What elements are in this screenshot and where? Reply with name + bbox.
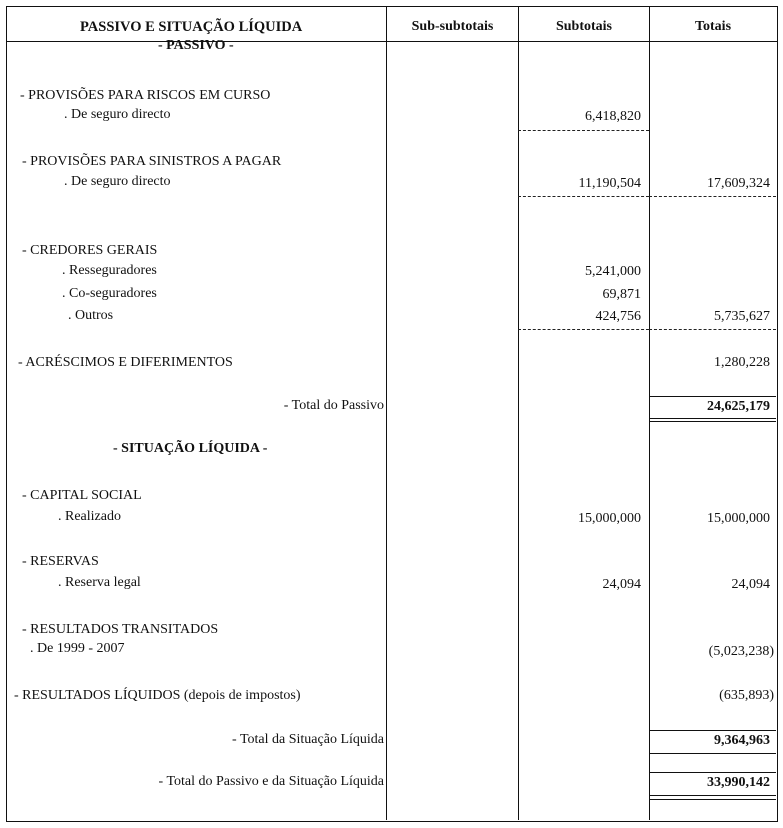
column-divider bbox=[518, 6, 519, 820]
dashed-separator bbox=[518, 196, 649, 197]
total-rule bbox=[649, 753, 776, 754]
total-situacao-label: - Total da Situação Líquida bbox=[232, 732, 384, 747]
total-geral-value: 33,990,142 bbox=[707, 775, 770, 790]
row-label-acrescimos: - ACRÉSCIMOS E DIFERIMENTOS bbox=[18, 355, 233, 370]
total-geral-label: - Total do Passivo e da Situação Líquida bbox=[158, 774, 384, 789]
total-situacao-value: 9,364,963 bbox=[714, 733, 770, 748]
dashed-separator bbox=[649, 329, 776, 330]
total-double-rule bbox=[649, 799, 776, 800]
total-value: (5,023,238) bbox=[708, 644, 774, 659]
dashed-separator bbox=[518, 130, 649, 131]
total-passivo-label: - Total do Passivo bbox=[283, 398, 384, 413]
total-value: 17,609,324 bbox=[707, 176, 770, 191]
row-item-label: . De seguro directo bbox=[64, 174, 171, 189]
total-value: 5,735,627 bbox=[714, 309, 770, 324]
subtotal-value: 11,190,504 bbox=[578, 176, 641, 191]
section-title-passivo: - PASSIVO - bbox=[158, 38, 234, 53]
header-col-sub-subtotals: Sub-subtotais bbox=[411, 19, 494, 34]
dashed-separator bbox=[518, 329, 649, 330]
row-item-label: . Reserva legal bbox=[58, 575, 141, 590]
row-item-label: . Co-seguradores bbox=[62, 286, 157, 301]
row-item-label: . Resseguradores bbox=[62, 263, 157, 278]
row-item-label: . Outros bbox=[68, 308, 114, 323]
row-item-label: . Realizado bbox=[58, 509, 121, 524]
total-double-rule bbox=[649, 418, 776, 419]
total-passivo-value: 24,625,179 bbox=[707, 399, 770, 414]
subtotal-value: 424,756 bbox=[595, 309, 641, 324]
total-value: 15,000,000 bbox=[707, 511, 770, 526]
row-item-label: . De seguro directo bbox=[64, 107, 171, 122]
row-label-reservas: - RESERVAS bbox=[22, 554, 99, 569]
subtotal-value: 24,094 bbox=[602, 577, 641, 592]
row-label-resultados-transitados: - RESULTADOS TRANSITADOS bbox=[22, 622, 219, 637]
total-double-rule bbox=[649, 421, 776, 422]
header-col-description: PASSIVO E SITUAÇÃO LÍQUIDA bbox=[80, 19, 303, 35]
row-label-provisoes-riscos: - PROVISÕES PARA RISCOS EM CURSO bbox=[20, 88, 271, 103]
subtotal-value: 6,418,820 bbox=[585, 109, 641, 124]
row-label-credores-gerais: - CREDORES GERAIS bbox=[22, 243, 158, 258]
total-rule bbox=[649, 396, 776, 397]
section-title-situacao-liquida: - SITUAÇÃO LÍQUIDA - bbox=[113, 441, 268, 456]
column-divider bbox=[386, 6, 387, 820]
total-value: 24,094 bbox=[731, 577, 770, 592]
subtotal-value: 69,871 bbox=[602, 287, 641, 302]
row-label-resultados-liquidos: - RESULTADOS LÍQUIDOS (depois de impostos) bbox=[14, 688, 301, 703]
row-label-capital-social: - CAPITAL SOCIAL bbox=[22, 488, 142, 503]
header-col-totals: Totais bbox=[694, 19, 732, 34]
row-label-provisoes-sinistros: - PROVISÕES PARA SINISTROS A PAGAR bbox=[22, 154, 282, 169]
total-value: 1,280,228 bbox=[714, 355, 770, 370]
subtotal-value: 5,241,000 bbox=[585, 264, 641, 279]
total-double-rule bbox=[649, 795, 776, 796]
total-rule bbox=[649, 772, 776, 773]
row-item-label: . De 1999 - 2007 bbox=[30, 641, 125, 656]
total-rule bbox=[649, 730, 776, 731]
dashed-separator bbox=[649, 196, 776, 197]
subtotal-value: 15,000,000 bbox=[578, 511, 641, 526]
header-divider bbox=[6, 41, 777, 42]
total-value: (635,893) bbox=[719, 688, 774, 703]
header-col-subtotals: Subtotais bbox=[555, 19, 613, 34]
